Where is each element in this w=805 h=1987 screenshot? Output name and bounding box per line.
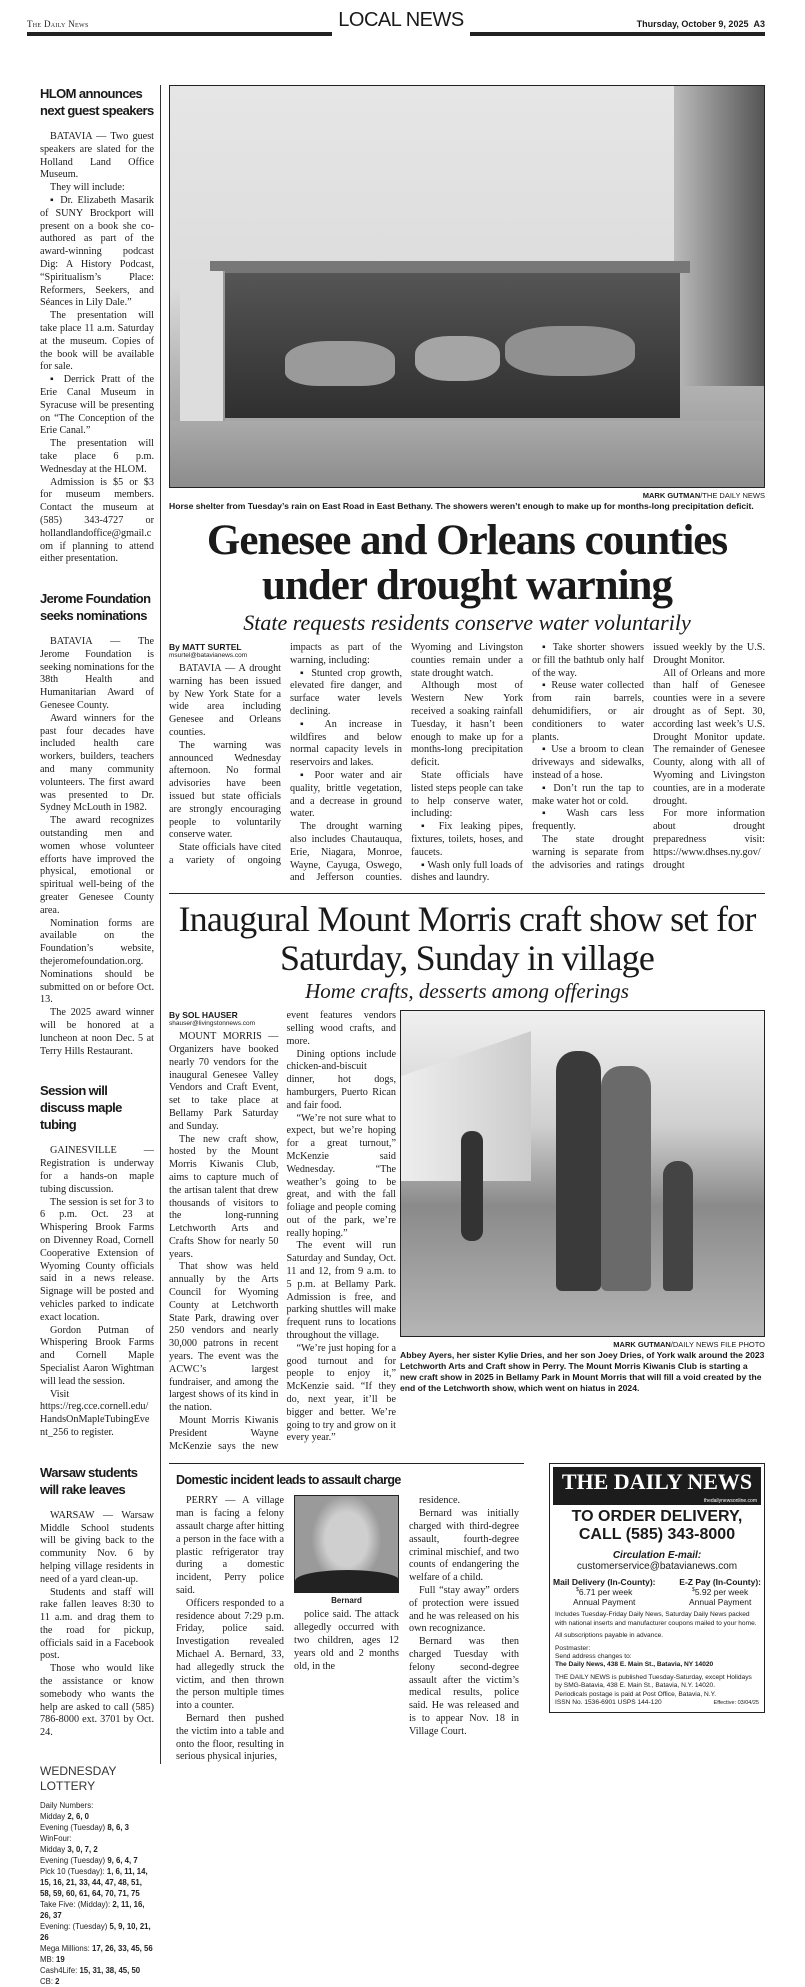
horse [285,341,395,386]
issn-row [555,1699,759,1707]
horse [505,326,635,376]
plan-option [679,1577,761,1607]
plan-title: Mail Delivery (In-County): [553,1577,656,1588]
paragraph: PERRY — A village man is facing a felony assault charge after hitting a person in the face with a plastic refrigerator tray during a domestic incident, Perry police said. [176,1495,284,1597]
postmaster-label: Postmaster: [555,1644,591,1652]
paragraph: ▪ Wash only full loads of dishes and laundry. [411,859,523,884]
divider [169,893,765,894]
lottery-numbers: 3, 0, 7, 2 [67,1845,98,1855]
plan-title: E-Z Pay (In-County): [679,1577,761,1588]
lottery-line [40,1944,153,1953]
domestic-article [169,1463,524,1764]
plan-term: Annual Payment [573,1597,636,1608]
left-column [40,85,154,1987]
paragraph: The warning was announced Wednesday afternoon. No formal advisories have been issued but state officials are strongly encouraging people to voluntarily conserve water. [169,739,281,841]
person [556,1051,601,1291]
paragraph: ▪ Derrick Pratt of the Erie Canal Museum in Syracuse will be presenting on “The Conception of the Erie Canal.” [40,374,154,437]
lottery-label: Evening (Tuesday) [40,1823,108,1833]
lottery-box [40,1764,154,1987]
address: The Daily News, 438 E. Main St., Batavia, NY 14020 [555,1661,714,1669]
mugshot-photo [294,1495,399,1593]
paragraph: police said. The attack allegedly occurred with two children, ages 12 years old and 2 months old, in the [294,1609,399,1672]
masthead-paper-name: The Daily News [27,19,89,29]
paragraph: Gordon Putman of Whispering Brook Farms and Cornell Maple Specialist Aaron Wightman will lead the session. [40,1324,154,1387]
horse [415,336,500,381]
brief-article [40,590,154,1058]
byline: By SOL HAUSER [169,1010,238,1021]
paragraph: Full “stay away” orders of protection were issued and he was released on his own recognizance. [409,1585,519,1635]
divider [169,1463,524,1464]
effective-date: Effective: 03/04/25 [713,1700,759,1707]
shelter-roof [210,261,690,273]
domestic-columns [169,1495,524,1764]
lottery-line [40,1900,144,1920]
photo-caption: Horse shelter from Tuesday’s rain on East Road in East Bethany. The showers weren’t enough to make up for months-long precipitation deficit. [169,501,754,511]
lottery-label: Midday [40,1812,68,1822]
logo-text: THE DAILY NEWS [561,1469,753,1495]
paragraph: The presentation will take place 6 p.m. Wednesday at the HLOM. [40,438,154,475]
lottery-results [40,1800,154,1987]
paragraph: ▪ Use a broom to clean driveways and sidewalks, instead of a hose. [532,744,644,781]
paragraph: Those who would like the assistance or know somebody who wants the help are asked to call (585) 786-8000 ext. 3701 by Oct. 24. [40,1663,154,1739]
plans [553,1577,761,1607]
lottery-numbers: 9, 6, 4, 7 [107,1856,138,1866]
paragraph: GAINESVILLE — Registration is underway for a hands-on maple tubing discussion. [40,1145,154,1195]
order-phone: CALL (585) 343-8000 [578,1526,736,1544]
daily-news-logo [553,1467,761,1505]
postmaster-text: Send address changes to: [555,1653,632,1661]
subscription-ad [549,1463,765,1712]
paragraph: BATAVIA — The Jerome Foundation is seeking nominations for the 38th Health and Humanitarian Award of Genesee County. [40,636,154,712]
paragraph: ▪ Take shorter showers or fill the bathtub only half of the way. [532,642,644,679]
issn: ISSN No. 1536-6901 USPS 144-120 [555,1699,662,1707]
bottom-row [169,1463,765,1764]
lottery-line [40,1845,98,1854]
lottery-label: Mega Millions: [40,1944,92,1954]
paragraph: residence. [419,1495,461,1507]
subhead-craft: Home crafts, desserts among offerings [305,979,629,1004]
lottery-label: Cash4Life: [40,1966,80,1976]
lottery-label: Evening (Tuesday) [40,1856,108,1866]
brief-article [40,1082,154,1439]
paragraph: ▪ Poor water and air quality, brittle vegetation, and a decrease in ground water. [290,769,402,820]
section-title: LOCAL NEWS [338,9,464,31]
craft-row [169,1010,765,1453]
photo-credit: MARK GUTMAN/DAILY NEWS FILE PHOTO [613,1340,765,1350]
subhead-drought: State requests residents conserve water voluntarily [243,610,691,635]
lottery-line [40,1834,72,1843]
advance-text: All subscriptions payable in advance. [555,1632,664,1640]
craft-photo-block [400,1010,765,1393]
paragraph: The award recognizes outstanding men and women whose volunteer efforts have improved the physical, emotional or spiritual well-being of the greater Genesee County area. [40,815,154,916]
lottery-numbers: 5, 9, 10, 21, 26 [40,1922,151,1943]
paragraph: Visit https://reg.cce.cornell.edu/HandsOnMapleTubingEvent_256 to register. [40,1388,150,1438]
child [663,1161,693,1291]
page-number: A3 [753,19,765,29]
lottery-label: MB: [40,1955,57,1965]
lottery-numbers: 8, 6, 3 [107,1823,130,1833]
drought-article-body [169,642,765,885]
ad-fineprint [550,1607,764,1707]
paragraph: ▪ An increase in wildfires and below normal capacity levels in reservoirs and lakes. [290,718,402,769]
shirt [295,1570,399,1592]
lottery-label: Evening: (Tuesday) [40,1922,110,1932]
paragraph: ▪ Dr. Elizabeth Masarik of SUNY Brockport will present on a book she co-authored as part of the award-winning podcast Dig: A History Podcast, “Spiritualism’s Place: Reformers, Seekers, and Séances in Lily Dale.” [40,194,154,309]
paragraph: State officials have cited a variety of ongoing impacts as part of the warning, including: [169,642,402,866]
paragraph: MOUNT MORRIS — Organizers have booked nearly 70 vendors for the inaugural Genesee Valley Vendors and Craft Event, set to take place at Bellamy Park Saturday and Sunday. [169,1031,279,1132]
issue-date: Thursday, October 9, 2025 [636,19,749,29]
paragraph: The session is set for 3 to 6 p.m. Oct. 23 at Whispering Brook Farms on Divenney Road, Cornell Cooperative Extension of Wyoming County officials said in a news release. Signage will be posted and vehicles parked to indicate exact location. [40,1196,154,1323]
dollar-sign: $ [576,1587,579,1594]
paragraph: The drought warning also includes Chautauqua, Erie, Niagara, Monroe, Wayne, Cayuga, Oswego, and Jefferson counties. Wyoming and Livingston counties remain under a state drought watch. [290,642,523,884]
lottery-line [40,1801,93,1810]
brief-headline: HLOM announces next guest speakers [40,86,154,118]
gravel-ground [170,421,765,488]
lottery-line [40,1867,148,1898]
lottery-label: Take Five: (Midday): [40,1900,113,1910]
logo-url: thedailynewsonline.com [703,1498,757,1505]
plan-term: Annual Payment [688,1597,752,1608]
paragraph: The state drought warning is separate from the advisories and ratings issued weekly by the U.S. Drought Monitor. [532,642,765,871]
paragraph: ▪ Reuse water collected from rain barrels, dehumidifiers, or air conditioners to water plants. [532,680,644,743]
paragraph: The new craft show, hosted by the Mount Morris Kiwanis Club, aims to capture much of the artisan talent that drew thousands of visitors to the long-running Letchworth Arts and Crafts Show for nearly 50 years. [169,1133,279,1260]
mugshot-caption: Bernard [331,1596,362,1606]
headline-craft: Inaugural Mount Morris craft show set for Saturday, Sunday in village [178,899,756,979]
paragraph: “We’re just hoping for a good turnout and for people to enjoy it,” McKenzie said. “If they do, next year, it’ll be bigger and better. We’re going to try and grow on it every year.” [286,1342,396,1444]
lottery-numbers: 1, 6, 11, 14, 15, 16, 21, 33, 44, 47, 48, 51, 58, 59, 60, 61, 64, 70, 71, 75 [40,1867,148,1899]
bystander [461,1131,483,1241]
lottery-label: Daily Numbers: [40,1801,94,1811]
paragraph: The 2025 award winner will be honored at a luncheon at noon Dec. 5 at Terry Hills Restaurant. [40,1007,154,1057]
paragraph: The event will run Saturday and Sunday, Oct. 11 and 12, from 9 a.m. to 5 p.m. at Bellamy Park. Admission is free, and parking shuttles will make frequent runs to locations throughout the village. [286,1240,396,1342]
domestic-col-1 [176,1495,284,1764]
brief-article [40,1464,154,1740]
plan-price-row [679,1587,761,1597]
lottery-label: Pick 10 (Tuesday): [40,1867,107,1877]
domestic-col-3 [409,1495,519,1764]
lottery-numbers: 2, 11, 16, 26, 37 [40,1900,145,1921]
paragraph: WARSAW — Warsaw Middle School students will be giving back to the community Nov. 6 by helping village residents in need of a yard clean-up. [40,1509,154,1585]
brief-headline: Jerome Foundation seeks nominations [40,591,151,624]
main-column [160,85,765,1764]
lottery-numbers: 2, 6, 0 [67,1812,89,1822]
lottery-numbers: 19 [56,1955,65,1965]
plan-option [553,1577,655,1607]
paragraph: That show was held annually by the Arts Council for Wyoming County at Letchworth State Park, drawing over 250 vendors and nearly 30,000 patrons in recent years. The event was the ACWC’s largest fundraiser, and among the largest shows of its kind in the nation. [169,1261,279,1414]
lottery-line [40,1966,140,1975]
brief-article [40,85,154,566]
author-email[interactable]: shauser@livingstonnews.com [169,1020,256,1028]
paragraph: All of Orleans and more than half of Genesee counties were in a severe drought as of Sept. 30, according last week’s U.S. Drought Monitor update. The remainder of Genesee County, along with all of Wyoming and Livingston counties, are in a moderate drought. [653,667,765,807]
sidebar-briefs [40,85,154,1740]
lottery-numbers: 2 [55,1977,60,1987]
paragraph: Dining options include chicken-and-biscuit dinner, hot dogs, hamburgers, Puerto Rican and fair food. [286,1048,396,1111]
plan-price: 5.92 per week [694,1587,749,1598]
paragraph: BATAVIA — Two guest speakers are slated for the Holland Land Office Museum. [40,131,154,181]
lottery-line [40,1823,129,1832]
paragraph: Award winners for the past four decades have included health care workers, builders, teachers and many community volunteers. The first award was presented to Dr. Sydney McLouth in 1982. [40,712,154,814]
order-line: TO ORDER DELIVERY, [571,1508,743,1526]
craft-show-photo [400,1010,765,1337]
lottery-line [40,1812,89,1821]
craft-article-body [169,1010,396,1453]
paragraph: ▪ Fix leaking pipes, fixtures, toilets, hoses, and faucets. [411,821,523,858]
lottery-label: Midday [40,1845,68,1855]
circ-label: Circulation E-mail: [612,1550,702,1562]
lottery-label: CB: [40,1977,56,1987]
headline-domestic: Domestic incident leads to assault charge [176,1473,401,1488]
paragraph: Mount Morris Kiwanis President Wayne McKenzie says the new event features vendors selling wood crafts, and more. [169,1010,396,1452]
lottery-numbers: 17, 26, 33, 45, 56 [92,1944,153,1954]
includes-text: Includes Tuesday-Friday Daily News, Saturday Daily News packed with national inserts and manufacturer coupons mailed to your home. [555,1611,757,1627]
header-rule-right [470,32,765,36]
paragraph: ▪ Wash cars less frequently. [532,808,644,833]
paragraph: “We’re not sure what to expect, but we’re hoping for a great turnout,” McKenzie said Wednesday. “The weather’s going to be great, and with the fall foliage and people coming out of the park, we’re really hoping.” [286,1112,396,1239]
horse-shelter-photo [169,85,765,488]
lottery-line [40,1955,65,1964]
domestic-col-2-block [294,1495,399,1764]
plan-price-row [553,1587,655,1597]
lottery-numbers: 15, 31, 38, 45, 50 [79,1966,141,1976]
publish-text: THE DAILY NEWS is published Tuesday-Saturday, except Holidays by SMG-Batavia, 438 E. Main St., Batavia, N.Y. 14020. [555,1673,752,1690]
circ-email[interactable]: customerservice@batavianews.com [576,1561,738,1573]
paragraph: BATAVIA — A drought warning has been issued by New York State for a wide area including Genesee and Orleans counties. [169,663,281,738]
header-rule-left [27,32,332,36]
paragraph: Although most of Western New York received a soaking rainfall Tuesday, it hasn’t been enough to make up for a months-long precipitation deficit. [411,680,523,769]
paragraph: Officers responded to a residence about 7:29 p.m. Friday, police said. Investigation revealed Michael A. Bernard, 33, had allegedly struck the victim, and then thrown the person multiple times into a counter. [176,1597,284,1712]
header-dateline [637,19,765,29]
paragraph: The presentation will take place 11 a.m. Saturday at the museum. Copies of the book will be available for sale. [40,310,154,373]
paragraph: ▪ Don’t run the tap to make water hot or cold. [532,782,644,807]
lottery-line [40,1856,138,1865]
paragraph: Nomination forms are available on the Foundation’s website, thejeromefoundation.org. Nominations should be submitted on or before Oct. 13. [40,917,154,1006]
paragraph: For more information about drought preparedness visit: https://www.dhses.ny.gov/drought [653,808,765,871]
brief-headline: Session will discuss maple tubing [40,1083,122,1133]
headline-drought: Genesee and Orleans counties under drought warning [206,517,728,609]
paragraph: ▪ Stunted crop growth, elevated fire danger, and surface water levels declining. [290,667,402,717]
photo-caption: Abbey Ayers, her sister Kylie Dries, and her son Joey Dries, of York walk around the 2023 Letchworth Arts and Craft show in Perry. The Mount Morris Kiwanis Club is starting a new craft show in 2025 in Bellamy Park in Mount Morris that will fill a void created by the end of the Letchworth show, which went on hiatus in 2024. [400,1350,765,1393]
lottery-line [40,1977,60,1986]
paragraph: Bernard was initially charged with third-degree assault, fourth-degree criminal mischief, and two counts of endangering the welfare of a child. [409,1508,519,1584]
domestic-col-2 [294,1609,399,1673]
paragraph: Bernard was then charged Tuesday with felony second-degree assault after the victim’s medical results, police said. He was released and is to appear Nov. 18 in Village Court. [409,1636,519,1737]
lottery-label: WinFour: [40,1834,72,1844]
lottery-title: WEDNESDAY LOTTERY [40,1764,117,1794]
photo-credit: MARK GUTMAN/THE DAILY NEWS [642,491,765,500]
byline: By MATT SURTEL [169,642,242,652]
brief-headline: Warsaw students will rake leaves [40,1464,138,1497]
plan-price: 6.71 per week [578,1587,633,1598]
shelter-wall [180,271,225,421]
postage-text: Periodicals postage is paid at Post Office, Batavia, N.Y. [555,1690,717,1698]
paragraph: They will include: [50,182,125,194]
author-email[interactable]: msurtel@batavianews.com [169,652,248,659]
paragraph: Students and staff will rake fallen leaves 8:30 to 11 a.m. and drag them to the road for pickup, officials said in a Facebook post. [40,1586,154,1662]
paragraph: Bernard then pushed the victim into a table and onto the floor, resulting in serious physical injuries, [176,1712,284,1763]
person [601,1066,651,1291]
dollar-sign: $ [692,1587,695,1594]
paragraph: Admission is $5 or $3 for museum members. Contact the museum at (585) 343-4727 or hollandlandoffice@gmail.com if planning to attend either presentation. [40,476,154,565]
lottery-line [40,1922,151,1942]
paragraph: State officials have listed steps people can take to help conserve water, including: [411,769,523,820]
trees [674,86,764,386]
order-delivery [550,1508,764,1544]
